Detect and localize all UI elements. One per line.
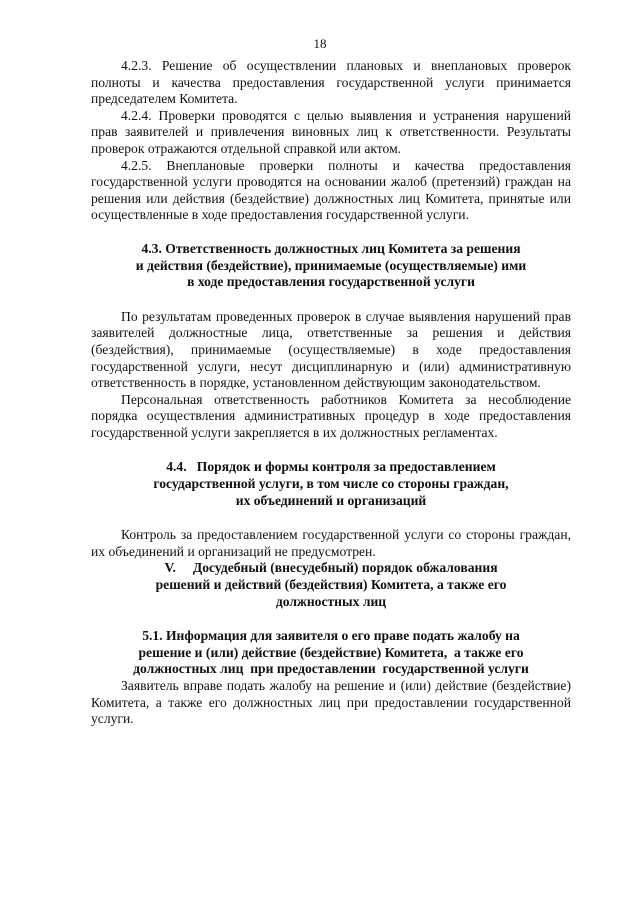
heading-v-line-2: решений и действий (бездействия) Комитета, а также его	[155, 577, 507, 593]
heading-4-3	[91, 241, 571, 291]
heading-5-1-line-1: 5.1. Информация для заявителя о его праве подать жалобу на	[142, 628, 520, 644]
heading-v-line-3: должностных лиц	[275, 593, 387, 609]
paragraph-4-3-personal: Персональная ответственность работников Комитета за несоблюдение порядка осуществления административных процедур в ходе предоставления государственной услуги закрепляется в их должностных регламентах.	[91, 391, 571, 440]
paragraph-4-4: Контроль за предоставлением государственной услуги со стороны граждан, их объединений и организаций не предусмотрен.	[91, 527, 571, 559]
paragraph-4-3-responsibility: По результатам проведенных проверок в случае выявления нарушений прав заявителей должностные лица, ответственные за решения и действия (бездействия), принимаемые (осуществляемые) в ходе предоставления государственной услуги, несут дисциплинарную и (или) административную ответственность в порядке, установленном действующим законодательством.	[91, 308, 571, 391]
heading-section-v	[91, 560, 571, 610]
heading-4-4	[91, 459, 571, 509]
heading-4-3-line-2: и действия (бездействие), принимаемые (осуществляемые) ими	[135, 257, 527, 273]
heading-4-4-line-3: их объединений и организаций	[235, 492, 427, 508]
paragraph-5-1: Заявитель вправе подать жалобу на решение и (или) действие (бездействие) Комитета, а также его должностных лиц при предоставлении государственной услуги.	[91, 678, 571, 727]
heading-4-4-line-2: государственной услуги, в том числе со стороны граждан,	[153, 476, 509, 492]
heading-5-1-line-2: решение и (или) действие (бездействие) Комитета, а также его	[138, 644, 524, 660]
heading-4-4-line-1: 4.4. Порядок и формы контроля за предоставлением	[166, 459, 496, 475]
heading-4-3-line-3: в ходе предоставления государственной услуги	[187, 274, 475, 290]
paragraph-4-2-5: 4.2.5. Внеплановые проверки полноты и качества предоставления государственной услуги проводятся на основании жалоб (претензий) граждан на решения или действия (бездействие) должностных лиц Комитета, принятые или осуществленные в ходе предоставления государственной услуги.	[91, 157, 571, 223]
paragraph-4-2-4: 4.2.4. Проверки проводятся с целью выявления и устранения нарушений прав заявителей и привлечения виновных лиц к ответственности. Результаты проверок отражаются отдельной справкой или актом.	[91, 107, 571, 156]
page-number: 18	[313, 36, 327, 51]
page-content	[91, 58, 571, 728]
heading-5-1-line-3: должностных лиц при предоставлении государственной услуги	[133, 661, 529, 677]
heading-5-1	[91, 628, 571, 678]
paragraph-4-2-3: 4.2.3. Решение об осуществлении плановых и внеплановых проверок полноты и качества предоставления государственной услуги принимается председателем Комитета.	[91, 58, 571, 107]
heading-4-3-line-1: 4.3. Ответственность должностных лиц Комитета за решения	[141, 240, 521, 256]
heading-v-line-1: V. Досудебный (внесудебный) порядок обжалования	[164, 560, 498, 576]
